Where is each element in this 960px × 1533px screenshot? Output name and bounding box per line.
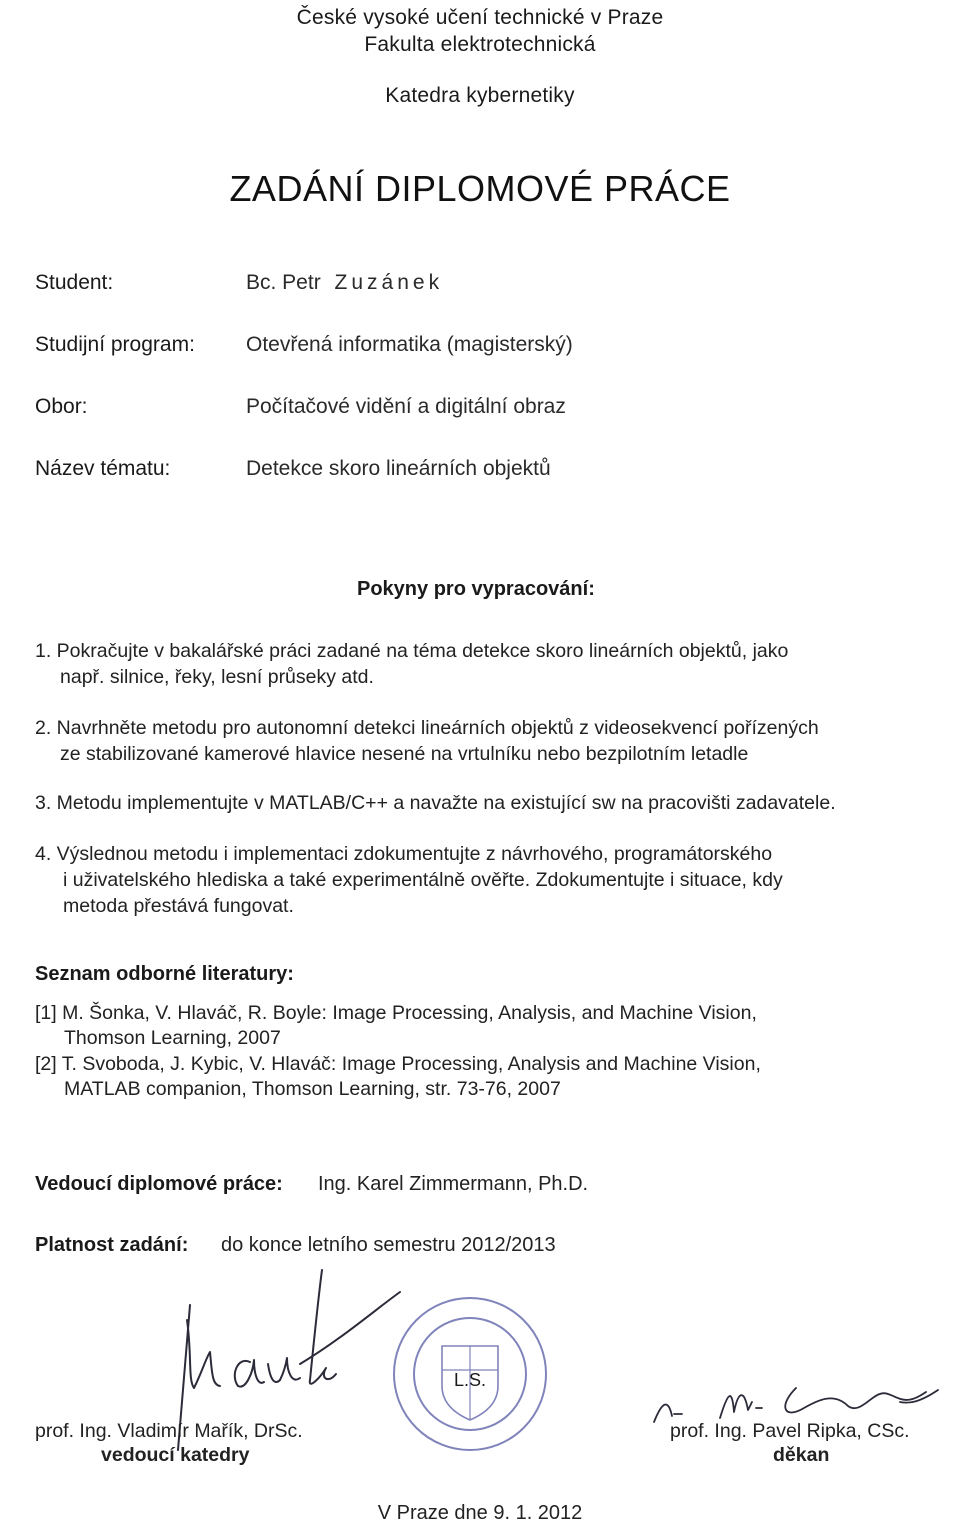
instructions-heading: Pokyny pro vypracování:: [357, 578, 595, 600]
reference-2-line-1: [2] T. Svoboda, J. Kybic, V. Hlaváč: Image Processing, Analysis and Machine Vision,: [35, 1053, 761, 1075]
instruction-1-line-2: např. silnice, řeky, lesní průseky atd.: [60, 666, 374, 688]
signature-right-role: děkan: [773, 1444, 830, 1466]
instruction-2-line-2: ze stabilizované kamerové hlavice nesené na vrtulníku nebo bezpilotním letadle: [60, 743, 749, 765]
student-name-prefix: Bc. Petr: [246, 271, 321, 294]
topic-value: Detekce skoro lineárních objektů: [246, 457, 551, 480]
university-name: České vysoké učení technické v Praze: [296, 6, 664, 29]
faculty-name: Fakulta elektrotechnická: [364, 33, 596, 56]
signature-right-name: prof. Ing. Pavel Ripka, CSc.: [670, 1420, 910, 1442]
document-title: ZADÁNÍ DIPLOMOVÉ PRÁCE: [229, 168, 731, 209]
stamp-ls-text: L.S.: [453, 1370, 487, 1390]
student-value: [246, 271, 443, 295]
instruction-4-line-3: metoda přestává fungovat.: [63, 895, 294, 917]
supervisor-value: Ing. Karel Zimmermann, Ph.D.: [318, 1173, 589, 1195]
supervisor-label: Vedoucí diplomové práce:: [35, 1173, 283, 1195]
field-label: Obor:: [35, 395, 88, 418]
program-value: Otevřená informatika (magisterský): [246, 333, 573, 356]
reference-1-line-2: Thomson Learning, 2007: [64, 1027, 281, 1049]
instruction-1-line-1: 1. Pokračujte v bakalářské práci zadané na téma detekce skoro lineárních objektů, jako: [35, 640, 789, 662]
field-value: Počítačové vidění a digitální obraz: [246, 395, 566, 418]
student-surname: Zuzánek: [334, 271, 444, 294]
department-name: Katedra kybernetiky: [385, 84, 575, 107]
instruction-2-line-1: 2. Navrhněte metodu pro autonomní detekci lineárních objektů z videosekvencí pořízených: [35, 717, 819, 739]
signature-left-role: vedoucí katedry: [101, 1444, 250, 1466]
instruction-4-line-1: 4. Výslednou metodu i implementaci zdokumentujte z návrhového, programátorského: [35, 843, 773, 865]
program-label: Studijní program:: [35, 333, 195, 356]
reference-2-line-2: MATLAB companion, Thomson Learning, str. 73-76, 2007: [64, 1078, 561, 1100]
validity-value: do konce letního semestru 2012/2013: [221, 1234, 556, 1256]
signature-left-name: prof. Ing. Vladimír Mařík, DrSc.: [35, 1420, 303, 1442]
validity-label: Platnost zadání:: [35, 1234, 189, 1256]
literature-heading: Seznam odborné literatury:: [35, 963, 294, 985]
instruction-3-line-1: 3. Metodu implementujte v MATLAB/C++ a navažte na existující sw na pracovišti zadavatele.: [35, 792, 836, 814]
place-and-date: V Praze dne 9. 1. 2012: [377, 1502, 583, 1524]
student-label: Student:: [35, 271, 114, 294]
topic-label: Název tématu:: [35, 457, 171, 480]
reference-1-line-1: [1] M. Šonka, V. Hlaváč, R. Boyle: Image Processing, Analysis, and Machine Vision,: [35, 1002, 757, 1024]
instruction-4-line-2: i uživatelského hlediska a také experimentálně ověřte. Zdokumentujte i situace, kdy: [63, 869, 783, 891]
official-stamp: [380, 1294, 560, 1454]
